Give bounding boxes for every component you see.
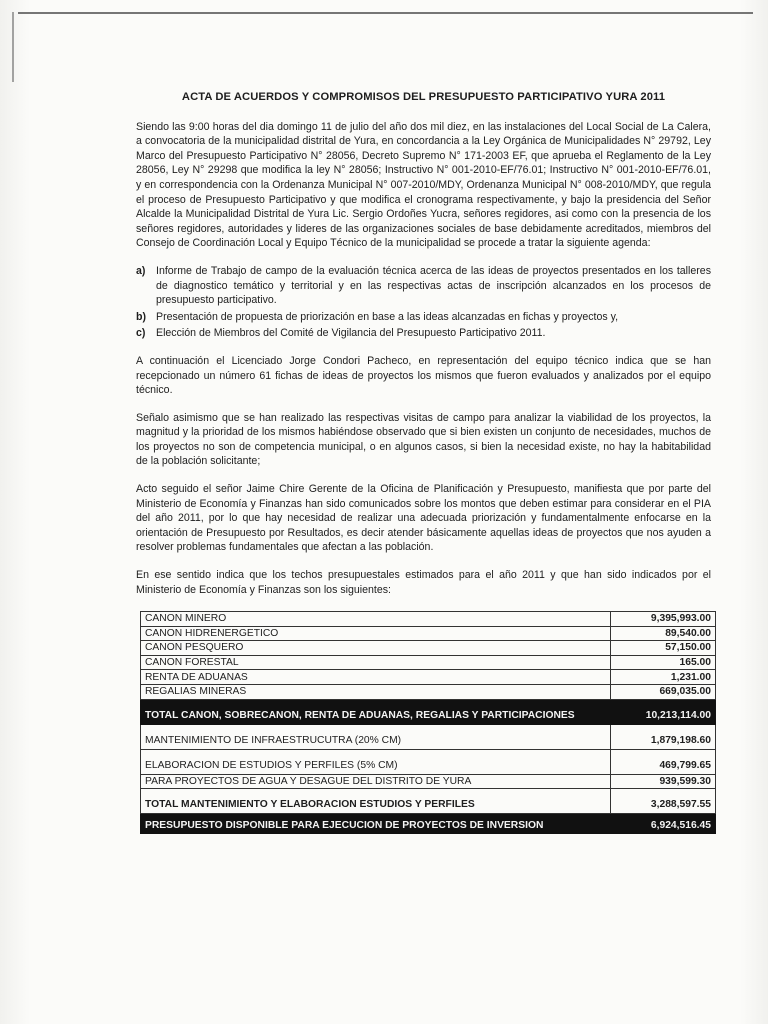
water-amount: 939,599.30 (611, 774, 716, 789)
row-amount: 89,540.00 (611, 626, 716, 641)
agenda-letter: c) (136, 327, 146, 340)
studies-label: ELABORACION DE ESTUDIOS Y PERFILES (5% CM) (141, 749, 611, 774)
row-label: CANON HIDRENERGETICO (141, 626, 611, 641)
row-amount: 165.00 (611, 655, 716, 670)
total-maintenance-amount: 3,288,597.55 (611, 789, 716, 814)
studies-amount: 469,799.65 (611, 749, 716, 774)
row-amount: 1,231.00 (611, 670, 716, 685)
table-row (141, 655, 716, 670)
agenda-text: Informe de Trabajo de campo de la evaluación técnica acerca de las ideas de proyectos presentados en los talleres de diagnostico temático y territorial y en las respectivas actas de inscripción alcanzados en los procesos de presupuesto participativo. (156, 264, 711, 307)
row-label: CANON FORESTAL (141, 655, 611, 670)
paragraph-planning-office: Acto seguido el señor Jaime Chire Gerente de la Oficina de Planificación y Presupuesto, manifiesta que por parte del Ministerio de Economía y Finanzas han sido comunicados sobre los montos que deben estimar para considerar en el PIA del año 2011, por lo que hay necesidad de realizar una adecuada priorización y fundamentalmente enfocarse en la orientación de Presupuesto por Resultados, es decir atender básicamente aquellas ideas de proyectos que nos ayuden a resolver problemas fundamentales que afectan a las población. (136, 483, 711, 554)
agenda-text: Elección de Miembros del Comité de Vigilancia del Presupuesto Participativo 2011. (156, 327, 546, 340)
total-maintenance-label: TOTAL MANTENIMIENTO Y ELABORACION ESTUDIOS Y PERFILES (141, 789, 611, 814)
water-label: PARA PROYECTOS DE AGUA Y DESAGUE DEL DISTRITO DE YURA (141, 774, 611, 789)
maintenance-row (141, 724, 716, 749)
agenda-text: Presentación de propuesta de priorización en base a las ideas alcanzadas en fichas y proyectos y, (156, 310, 619, 323)
paragraph-field-visits: Señalo asimismo que se han realizado las respectivas visitas de campo para analizar la viabilidad de los proyectos, la magnitud y la prioridad de los mismos habiéndose observado que si bien existen un conjunto de necesidades, muchos de los proyectos no son de competencia municipal, o en algunos casos, si bien la necesidad existe, no hay la habitabilidad de la población solicitante; (136, 411, 711, 468)
page-top-edge (18, 12, 753, 14)
row-label: CANON MINERO (141, 612, 611, 627)
table-row (141, 641, 716, 656)
studies-row (141, 749, 716, 774)
maintenance-amount: 1,879,198.60 (611, 724, 716, 749)
agenda-letter: b) (136, 310, 146, 323)
total-canon-row (141, 699, 716, 724)
paragraph-technical-report: A continuación el Licenciado Jorge Condori Pacheco, en representación del equipo técnico indica que se han recepcionado un número 61 fichas de ideas de proyectos los mismos que fueron evaluados y analizados por el equipo técnico. (136, 354, 711, 397)
agenda-item (136, 326, 711, 341)
row-amount: 9,395,993.00 (611, 612, 716, 627)
agenda-item (136, 264, 711, 308)
row-amount: 669,035.00 (611, 684, 716, 699)
document-title: ACTA DE ACUERDOS Y COMPROMISOS DEL PRESUPUESTO PARTICIPATIVO YURA 2011 (181, 91, 666, 103)
intro-paragraph: Siendo las 9:00 horas del dia domingo 11 de julio del año dos mil diez, en las instalaciones del Local Social de La Calera, a convocatoria de la municipalidad distrital de Yura, en concordancia a la Ley Orgánica de Municipalidades N° 29792, Ley Marco del Presupuesto Participativo N° 28056, Decreto Supremo N° 171-2003 EF, que aprueba el Reglamento de la Ley 28056, Ley N° 29298 que modifica la ley N° 28056; Instructivo N° 001-2010-EF/76.01; Instructivo N° 001-2010-EF/76.01, y en correspondencia con la Ordenanza Municipal N° 007-2010/MDY, Ordenanza Municipal N° 008-2010/MDY, que regula el proceso de Presupuesto Participativo y que modifica el cronograma respectivamente, y bajo la presidencia del Señor Alcalde la Municipalidad Distrital de Yura Lic. Sergio Ordoñes Yucra, señores regidores, asi como con la presencia de los señores regidores, autoridades y lideres de las organizaciones sociales de base debidamente acreditados, miembros del Consejo de Coordinación Local y Equipo Técnico de la municipalidad se procede a tratar la siguiente agenda: (136, 120, 711, 250)
document-body (136, 90, 711, 610)
table-row (141, 612, 716, 627)
total-canon-label: TOTAL CANON, SOBRECANON, RENTA DE ADUANAS, REGALIAS Y PARTICIPACIONES (141, 699, 611, 724)
maintenance-label: MANTENIMIENTO DE INFRAESTRUCUTRA (20% CM) (141, 724, 611, 749)
available-budget-amount: 6,924,516.45 (611, 814, 716, 834)
budget-table (140, 611, 716, 834)
paragraph-budget-ceilings: En ese sentido indica que los techos presupuestales estimados para el año 2011 y que han sido indicados por el Ministerio de Economía y Finanzas son los siguientes: (136, 569, 711, 596)
agenda-list (136, 264, 711, 341)
table-row (141, 626, 716, 641)
row-label: RENTA DE ADUANAS (141, 670, 611, 685)
agenda-item (136, 310, 711, 325)
row-label: REGALIAS MINERAS (141, 684, 611, 699)
row-amount: 57,150.00 (611, 641, 716, 656)
table-row (141, 684, 716, 699)
water-row (141, 774, 716, 789)
row-label: CANON PESQUERO (141, 641, 611, 656)
table-row (141, 670, 716, 685)
available-budget-row (141, 814, 716, 834)
page-left-edge (12, 12, 14, 82)
total-maintenance-row (141, 789, 716, 814)
agenda-letter: a) (136, 264, 146, 277)
available-budget-label: PRESUPUESTO DISPONIBLE PARA EJECUCION DE PROYECTOS DE INVERSION (141, 814, 611, 834)
total-canon-amount: 10,213,114.00 (611, 699, 716, 724)
